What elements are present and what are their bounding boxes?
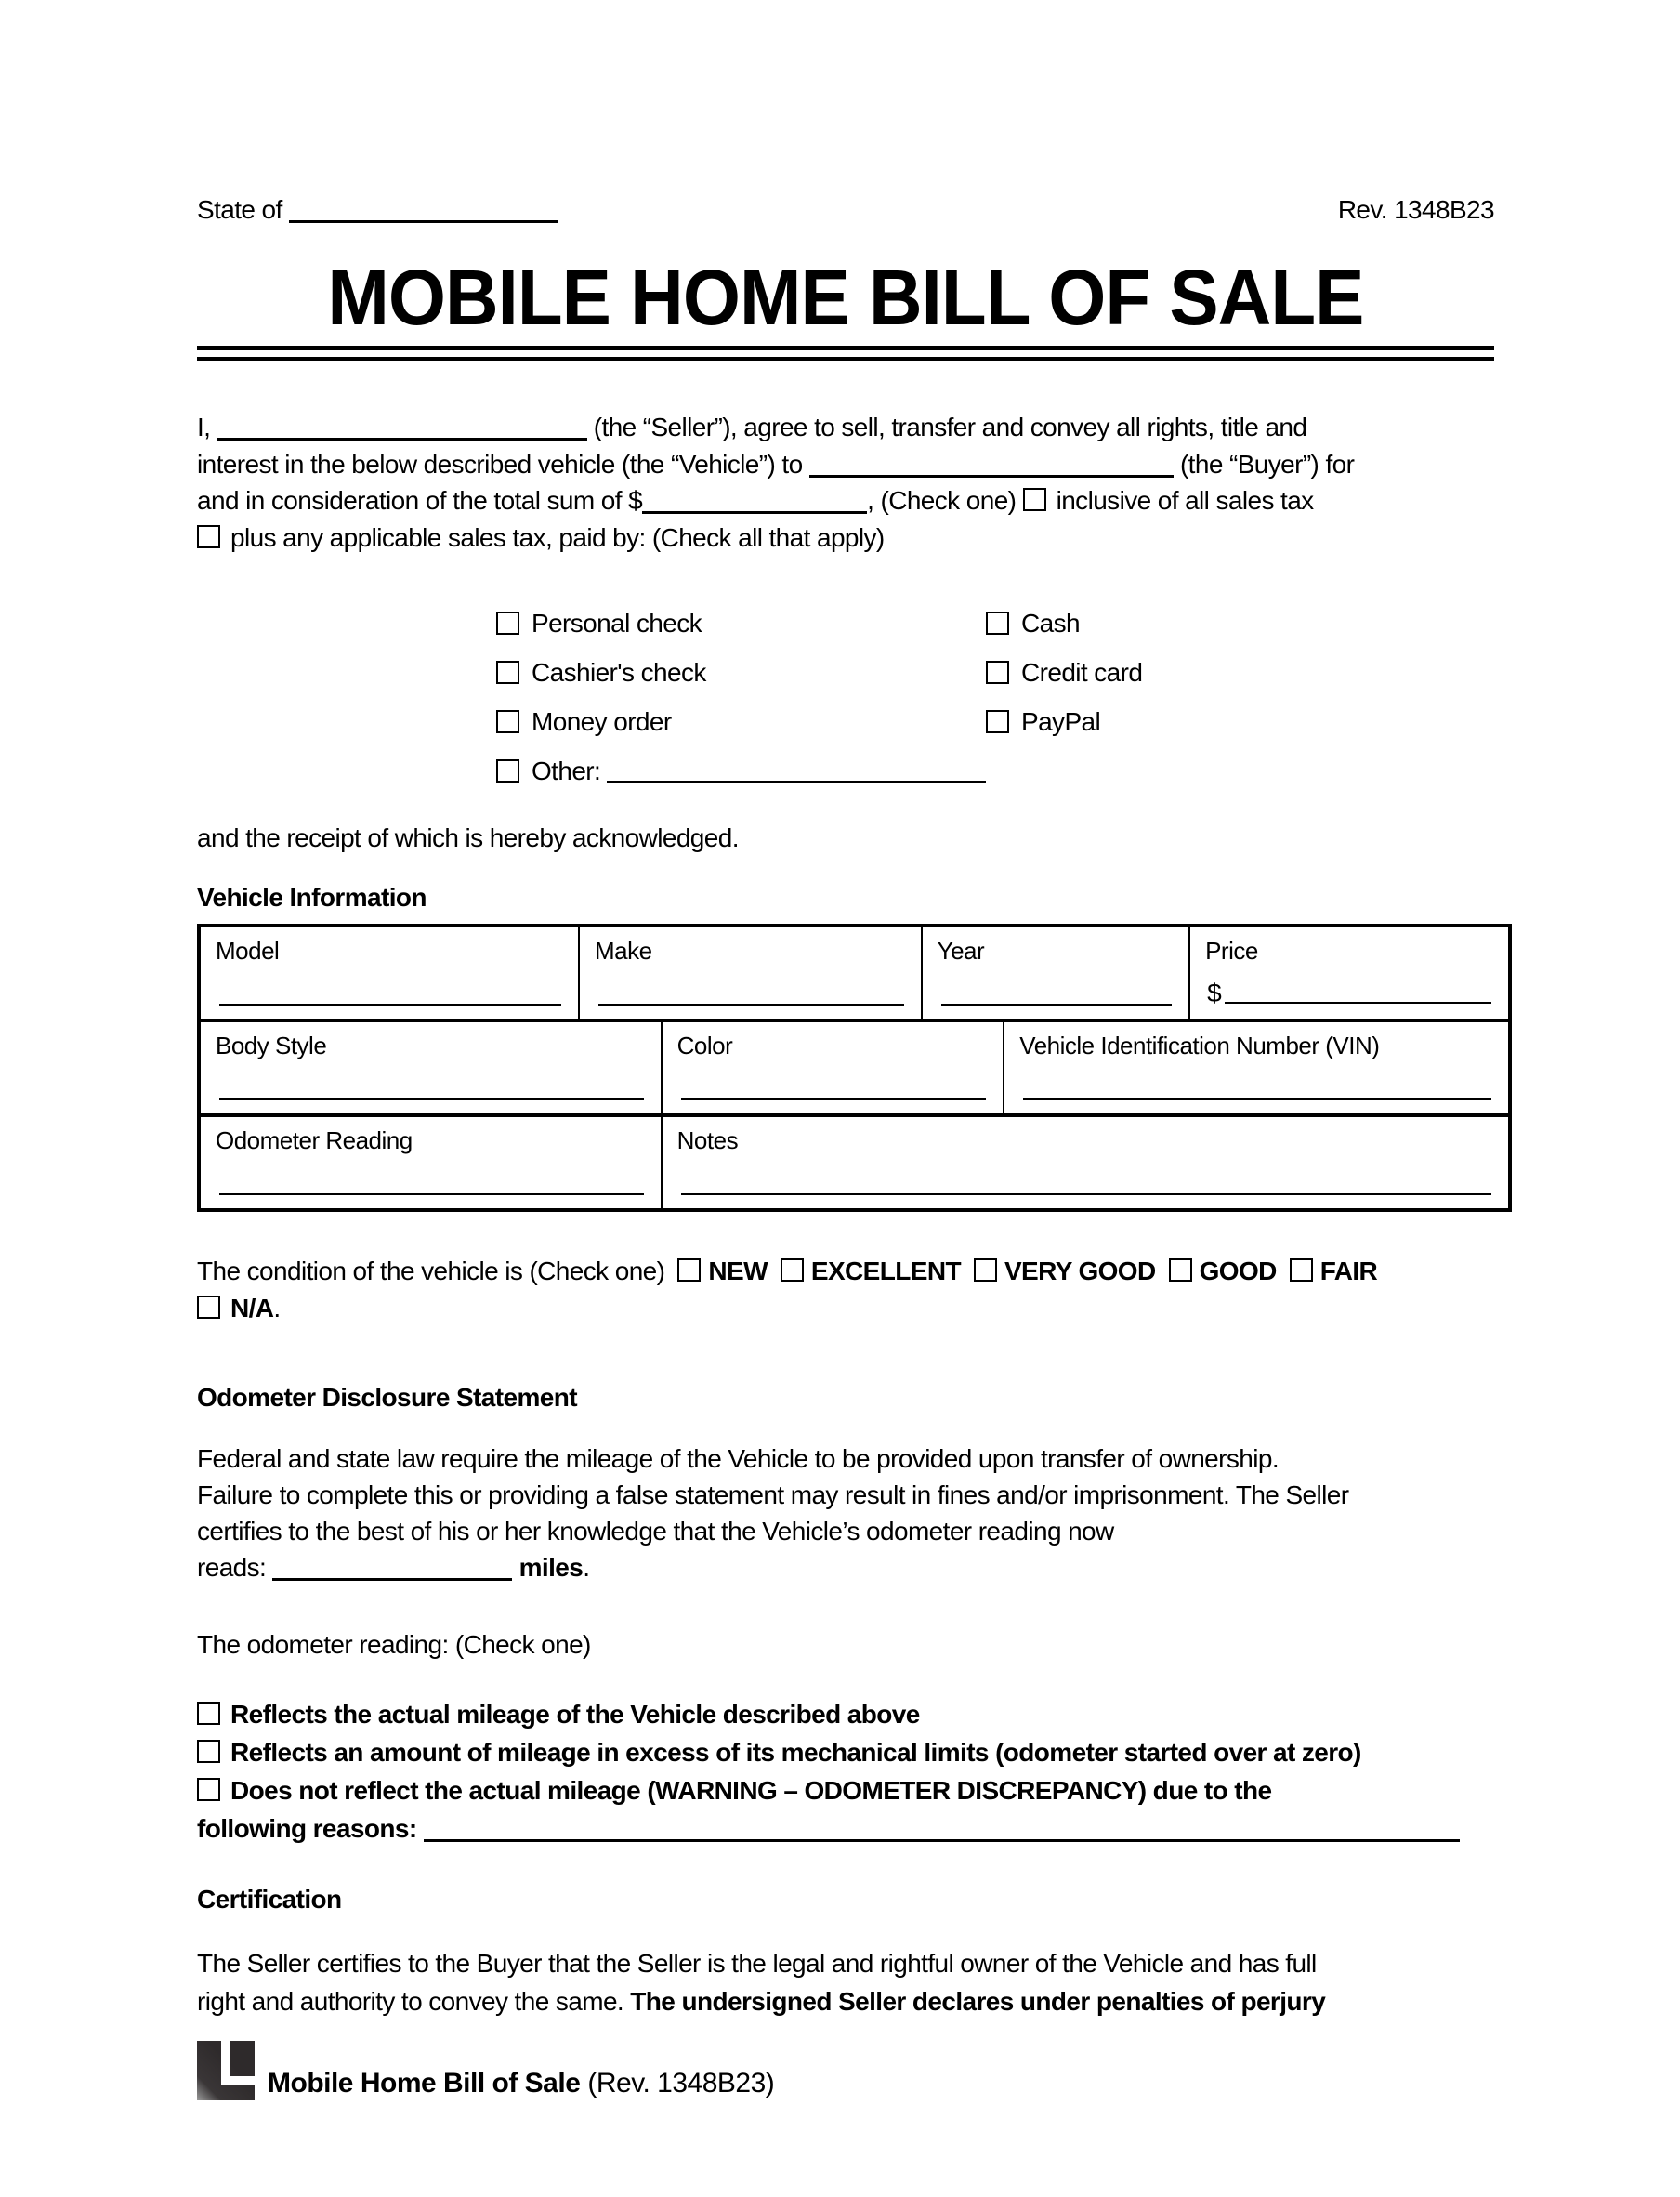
payment-option-credit-card [986, 648, 1476, 697]
payment-option-other [496, 746, 986, 796]
other-label: Other: [532, 756, 601, 785]
price-label: Price [1205, 937, 1258, 965]
intro-text: (the “Seller”), agree to sell, transfer and convey all rights, title and [593, 413, 1307, 441]
miles-period: . [583, 1553, 590, 1582]
vin-cell [1004, 1022, 1508, 1113]
footer-doc-name: Mobile Home Bill of Sale [268, 2068, 581, 2098]
checkbox-condition-excellent[interactable] [781, 1258, 804, 1282]
state-name-field[interactable] [289, 198, 558, 223]
checkbox-cash[interactable] [986, 612, 1009, 635]
checkbox-odometer-discrepancy[interactable] [197, 1778, 220, 1801]
document-footer [197, 2041, 774, 2100]
checkbox-plus-sales-tax[interactable] [197, 525, 220, 548]
payment-option-cash [986, 599, 1476, 648]
price-field[interactable] [1225, 1002, 1491, 1004]
year-label: Year [937, 937, 985, 965]
payment-methods-right-column [986, 599, 1476, 796]
odometer-reading-cell [201, 1117, 663, 1208]
intro-text: I, [197, 413, 211, 441]
checkbox-condition-fair[interactable] [1290, 1258, 1313, 1282]
checkbox-personal-check[interactable] [496, 612, 519, 635]
odometer-disclosure-heading: Odometer Disclosure Statement [197, 1383, 577, 1412]
odometer-text: certifies to the best of his or her knowledge that the Vehicle’s odometer reading now [197, 1517, 1114, 1546]
payment-methods [197, 599, 1494, 796]
sale-amount-field[interactable] [642, 489, 867, 514]
vehicle-table-row-1 [201, 927, 1508, 1019]
price-cell [1190, 927, 1508, 1019]
discrepancy-reasons-field[interactable] [424, 1817, 1460, 1842]
certification-text: The Seller certifies to the Buyer that the Seller is the legal and rightful owner of the Vehicle and has full [197, 1949, 1317, 1978]
payment-option-paypal [986, 697, 1476, 746]
checkbox-money-order[interactable] [496, 710, 519, 733]
payment-option-cashiers-check [496, 648, 986, 697]
money-order-label: Money order [532, 706, 672, 736]
paypal-label: PayPal [1021, 706, 1101, 736]
condition-section [197, 1253, 1494, 1327]
intro-text: , (Check one) [867, 486, 1017, 515]
color-label: Color [676, 1032, 733, 1059]
year-field[interactable] [941, 1004, 1172, 1006]
intro-text: interest in the below described vehicle (the “Vehicle”) to [197, 449, 803, 479]
odometer-text: Failure to complete this or providing a false statement may result in fines and/or imprisonment. The Seller [197, 1480, 1349, 1509]
condition-lead: The condition of the vehicle is (Check one) [197, 1256, 665, 1285]
model-field[interactable] [219, 1004, 561, 1006]
checkbox-condition-good[interactable] [1169, 1258, 1192, 1282]
odometer-disclosure-paragraph [197, 1441, 1494, 1585]
reads-label: reads: [197, 1553, 267, 1582]
plus-sales-tax-label: plus any applicable sales tax, paid by: (Check all that apply) [230, 522, 885, 552]
odometer-text: Federal and state law require the mileage of the Vehicle to be provided upon transfer of ownership. [197, 1444, 1280, 1473]
checkbox-inclusive-sales-tax[interactable] [1023, 488, 1046, 511]
cash-label: Cash [1021, 608, 1080, 638]
condition-good-label: GOOD [1199, 1256, 1277, 1285]
condition-na-label: N/A [230, 1294, 274, 1322]
color-field[interactable] [681, 1098, 987, 1100]
vin-field[interactable] [1023, 1098, 1491, 1100]
page-title: MOBILE HOME BILL OF SALE [327, 254, 1364, 341]
intro-text: (the “Buyer”) for [1179, 449, 1355, 479]
checkbox-excess-mileage[interactable] [197, 1740, 220, 1763]
inclusive-sales-tax-label: inclusive of all sales tax [1056, 486, 1314, 515]
certification-text: right and authority to convey the same. [197, 1987, 624, 2016]
make-label: Make [595, 937, 652, 965]
notes-label: Notes [676, 1126, 739, 1154]
odometer-reading-options [197, 1695, 1494, 1848]
checkbox-condition-very-good[interactable] [974, 1258, 997, 1282]
cashiers-check-label: Cashier's check [532, 657, 706, 687]
condition-excellent-label: EXCELLENT [810, 1256, 961, 1285]
payment-option-personal-check [496, 599, 986, 648]
credit-card-label: Credit card [1021, 657, 1143, 687]
condition-period: . [273, 1294, 281, 1322]
seller-name-field[interactable] [217, 415, 587, 441]
excess-mileage-label: Reflects an amount of mileage in excess of its mechanical limits (odometer started over at zero) [230, 1738, 1361, 1767]
revision-number: Rev. 1348B23 [1337, 195, 1494, 224]
state-of-line [197, 193, 558, 227]
vehicle-information-heading: Vehicle Information [197, 883, 427, 912]
checkbox-actual-mileage[interactable] [197, 1702, 220, 1725]
body-style-field[interactable] [219, 1098, 644, 1100]
buyer-name-field[interactable] [809, 453, 1174, 478]
checkbox-other[interactable] [496, 759, 519, 783]
year-cell [923, 927, 1190, 1019]
checkbox-condition-na[interactable] [197, 1296, 220, 1319]
certification-heading: Certification [197, 1885, 342, 1914]
notes-field[interactable] [681, 1193, 1491, 1195]
checkbox-condition-new[interactable] [677, 1258, 701, 1282]
discrepancy-label-line1: Does not reflect the actual mileage (WARNING – ODOMETER DISCREPANCY) due to the [230, 1776, 1272, 1805]
model-cell [201, 927, 580, 1019]
payment-option-money-order [496, 697, 986, 746]
vehicle-table-row-3 [201, 1113, 1508, 1208]
checkbox-cashiers-check[interactable] [496, 661, 519, 684]
notes-cell [663, 1117, 1508, 1208]
certification-bold-text: The undersigned Seller declares under penalties of perjury [630, 1987, 1326, 2016]
miles-label: miles [518, 1553, 584, 1582]
title-block [197, 254, 1494, 341]
legal-templates-logo-icon [197, 2041, 255, 2100]
payment-methods-left-column [496, 599, 986, 796]
odometer-miles-field[interactable] [272, 1556, 512, 1581]
odometer-reading-field[interactable] [219, 1193, 644, 1195]
other-payment-field[interactable] [607, 758, 986, 783]
currency-symbol: $ [1207, 979, 1222, 1007]
vin-label: Vehicle Identification Number (VIN) [1019, 1032, 1380, 1059]
state-of-label: State of [197, 195, 282, 224]
checkbox-credit-card[interactable] [986, 661, 1009, 684]
condition-very-good-label: VERY GOOD [1004, 1256, 1156, 1285]
model-label: Model [216, 937, 280, 965]
title-divider [197, 346, 1494, 361]
actual-mileage-label: Reflects the actual mileage of the Vehicle described above [230, 1700, 920, 1729]
condition-fair-label: FAIR [1319, 1256, 1378, 1285]
vehicle-info-table [197, 924, 1512, 1212]
discrepancy-label-line2: following reasons: [197, 1814, 417, 1843]
odometer-reading-lead: The odometer reading: (Check one) [197, 1630, 591, 1659]
condition-new-label: NEW [708, 1256, 768, 1285]
body-style-label: Body Style [216, 1032, 327, 1059]
color-cell [663, 1022, 1005, 1113]
checkbox-paypal[interactable] [986, 710, 1009, 733]
footer-rev: (Rev. 1348B23) [587, 2068, 775, 2098]
certification-paragraph [197, 1944, 1494, 2020]
vehicle-table-row-2 [201, 1019, 1508, 1113]
personal-check-label: Personal check [532, 608, 702, 638]
document-header [197, 193, 1494, 227]
intro-text: and in consideration of the total sum of $ [197, 486, 643, 515]
body-style-cell [201, 1022, 663, 1113]
receipt-acknowledgement: and the receipt of which is hereby acknowledged. [197, 823, 739, 852]
make-cell [580, 927, 923, 1019]
odometer-reading-label: Odometer Reading [216, 1126, 413, 1154]
footer-text [268, 2070, 774, 2100]
intro-paragraph [197, 409, 1494, 556]
make-field[interactable] [598, 1004, 904, 1006]
